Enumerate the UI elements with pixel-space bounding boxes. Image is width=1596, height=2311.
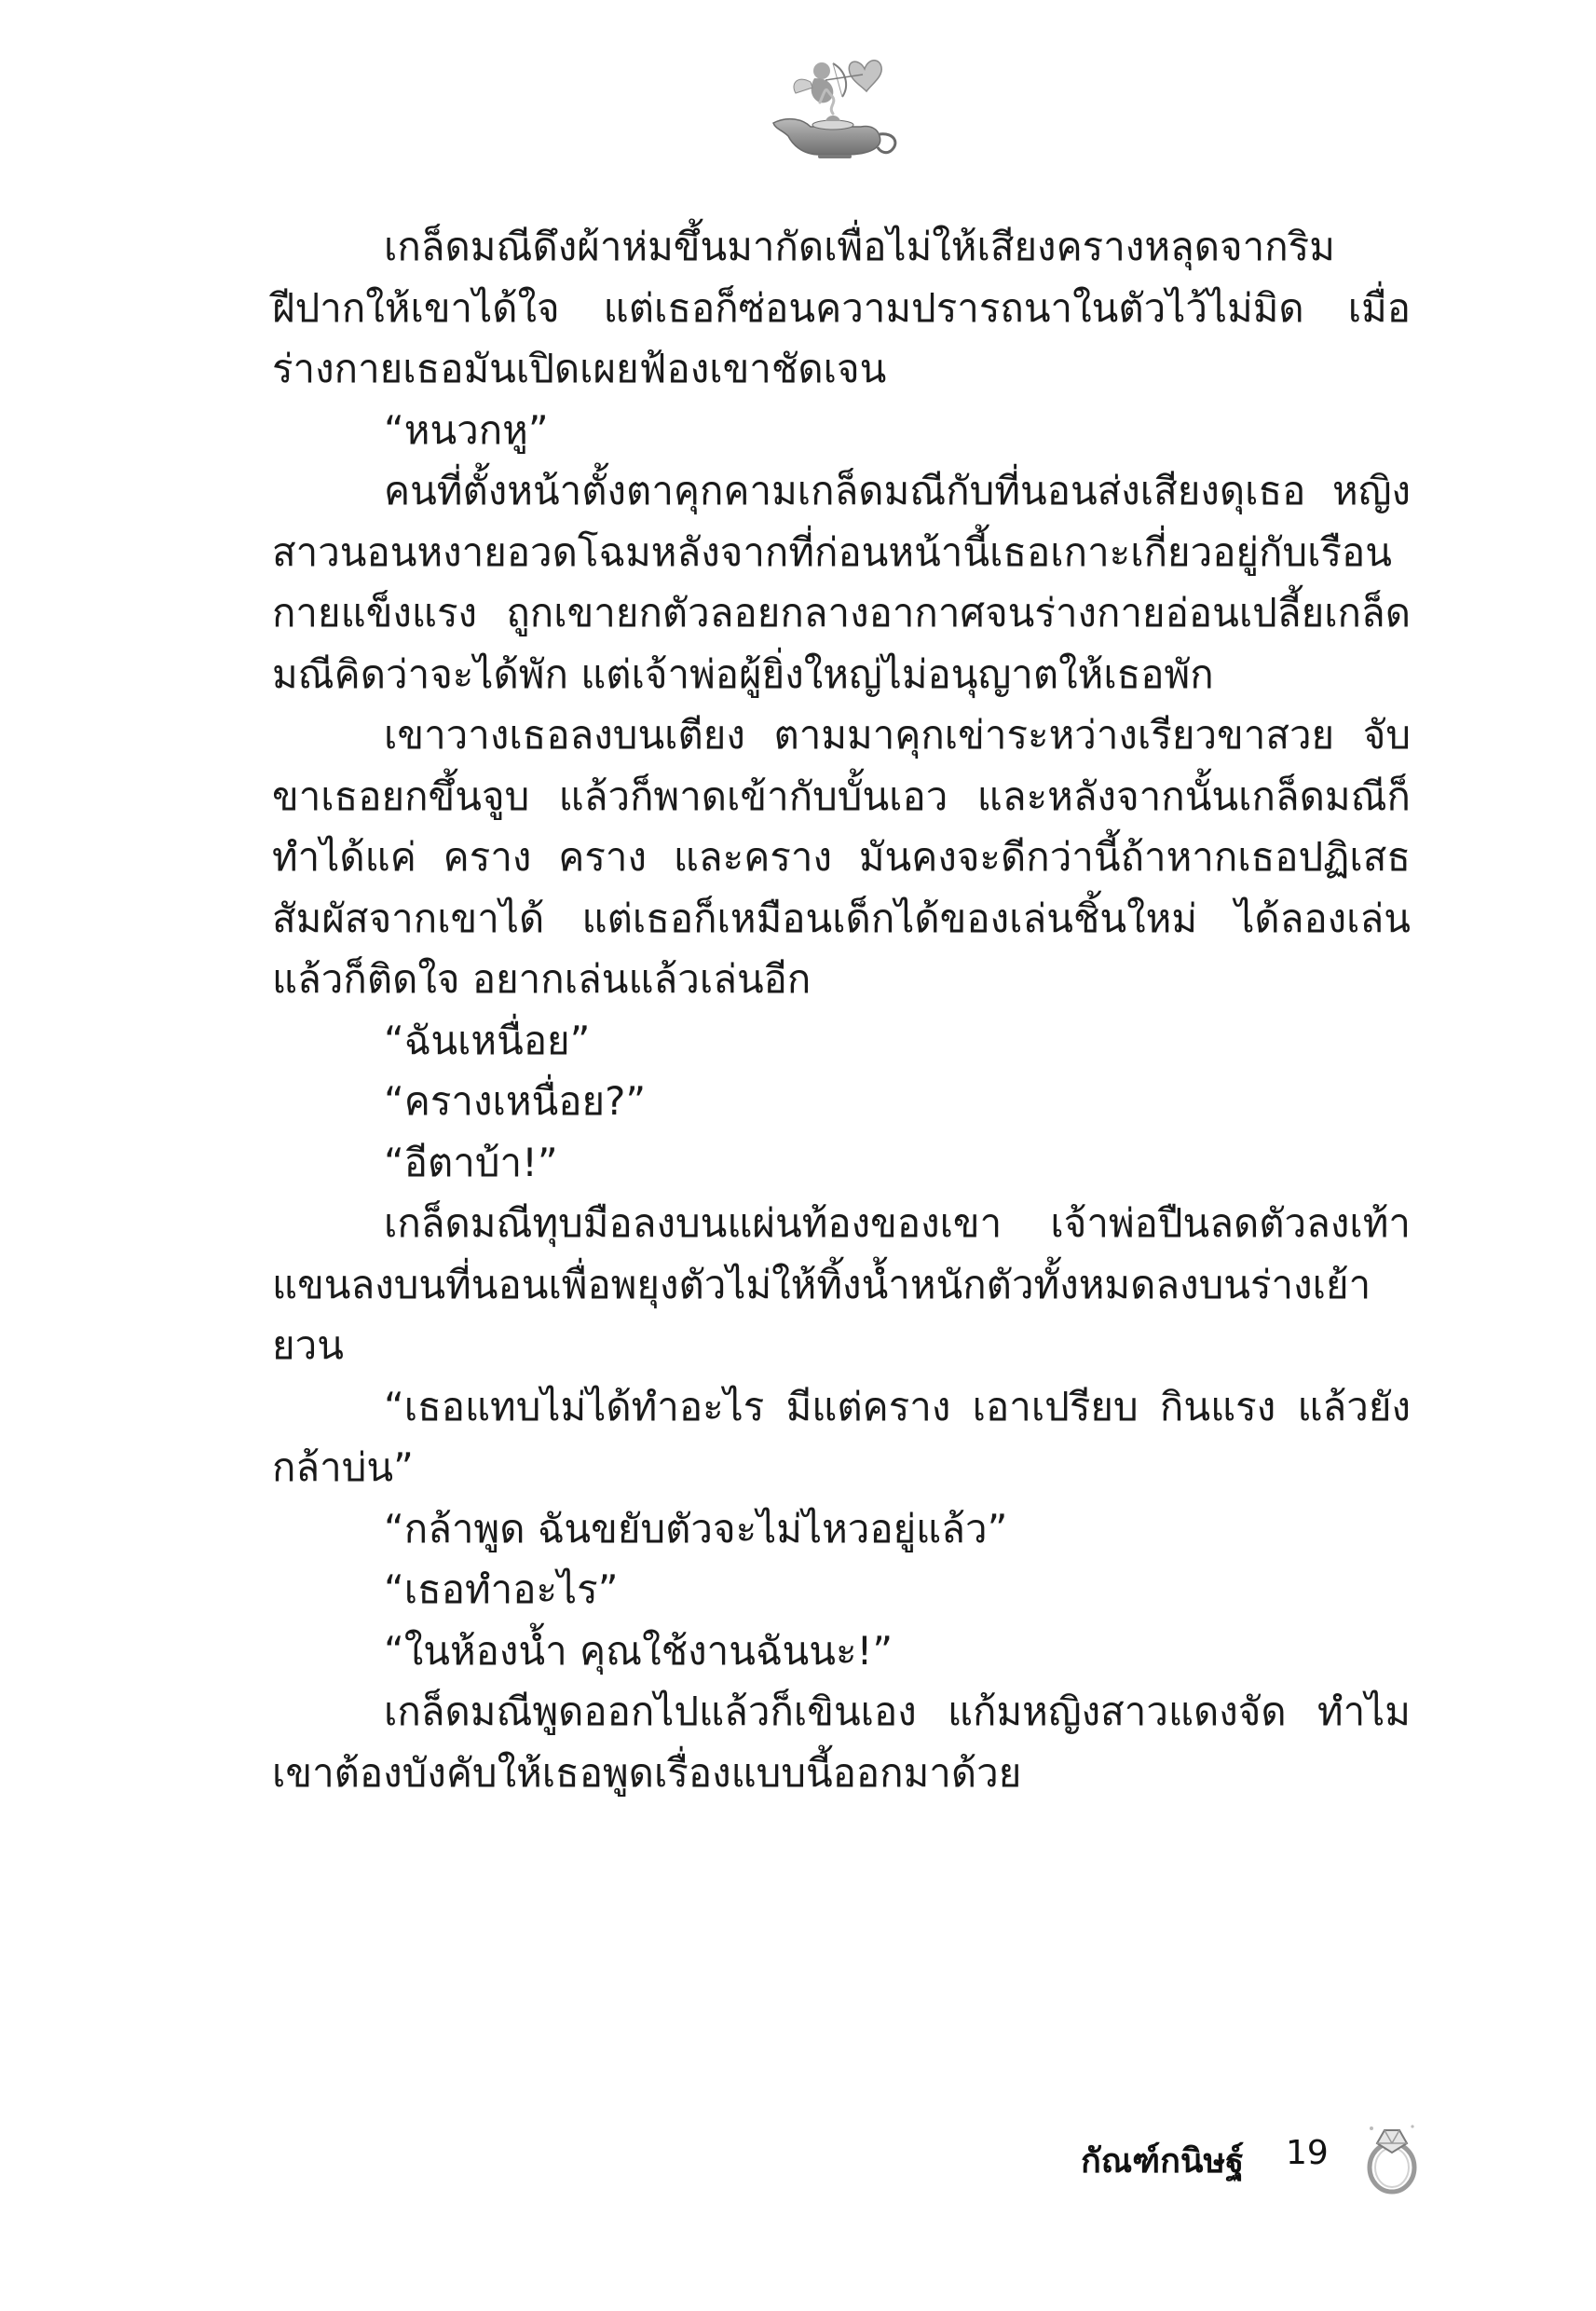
paragraph: “กล้าพูด ฉันขยับตัวจะไม่ไหวอยู่แล้ว” xyxy=(384,1505,1008,1552)
paragraph: เกล็ดมณีดึงผ้าห่มขึ้นมากัดเพื่อไม่ให้เสียงครางหลุดจากริมฝีปากให้เขาได้ใจ แต่เธอก็ซ่อนความปรารถนาในตัวไว้ไม่มิด เมื่อร่างกายเธอมันเปิดเผยฟ้องเขาชัดเจน xyxy=(272,224,1411,391)
page-footer xyxy=(0,2115,1596,2208)
diamond-ring-icon xyxy=(1358,2119,1424,2195)
page-number: 19 xyxy=(1286,2134,1329,2172)
paragraph: เกล็ดมณีพูดออกไปแล้วก็เขินเอง แก้มหญิงสาวแดงจัด ทำไมเขาต้องบังคับให้เธอพูดเรื่องแบบนี้ออกมาด้วย xyxy=(272,1689,1411,1796)
paragraph: “หนวกหู” xyxy=(384,406,549,453)
paragraph: เกล็ดมณีทุบมือลงบนแผ่นท้องของเขา เจ้าพ่อปืนลดตัวลงเท้าแขนลงบนที่นอนเพื่อพยุงตัวไม่ให้ทิ้งน้ำหนักตัวทั้งหมดลงบนร่างเย้ายวน xyxy=(272,1200,1411,1368)
paragraph: เขาวางเธอลงบนเตียง ตามมาคุกเข่าระหว่างเรียวขาสวย จับขาเธอยกขึ้นจูบ แล้วก็พาดเข้ากับบั้นเอว และหลังจากนั้นเกล็ดมณีก็ทำได้แค่ คราง คราง และคราง มันคงจะดีกว่านี้ถ้าหากเธอปฏิเสธสัมผัสจากเขาได้ แต่เธอก็เหมือนเด็กได้ของเล่นชิ้นใหม่ ได้ลองเล่นแล้วก็ติดใจ อยากเล่นแล้วเล่นอีก xyxy=(272,712,1411,1002)
paragraph: “อีตาบ้า!” xyxy=(384,1139,558,1185)
paragraph: คนที่ตั้งหน้าตั้งตาคุกคามเกล็ดมณีกับที่นอนส่งเสียงดุเธอ หญิงสาวนอนหงายอวดโฉมหลังจากที่ก่อนหน้านี้เธอเกาะเกี่ยวอยู่กับเรือนกายแข็งแรง ถูกเขายกตัวลอยกลางอากาศจนร่างกายอ่อนเปลี้ยเกล็ดมณีคิดว่าจะได้พัก แต่เจ้าพ่อผู้ยิ่งใหญ่ไม่อนุญาตให้เธอพัก xyxy=(272,468,1411,697)
paragraph: “ในห้องน้ำ คุณใช้งานฉันนะ!” xyxy=(384,1627,893,1674)
paragraph: “เธอทำอะไร” xyxy=(384,1566,619,1612)
genie-lamp-cupid-icon xyxy=(760,50,906,160)
paragraph: “เธอแทบไม่ได้ทำอะไร มีแต่คราง เอาเปรียบ กินแรง แล้วยังกล้าบ่น” xyxy=(272,1383,1411,1490)
paragraph: “ครางเหนื่อย?” xyxy=(384,1078,647,1124)
book-title: กัณฑ์กนิษฐ์ xyxy=(1081,2142,1245,2181)
paragraph: “ฉันเหนื่อย” xyxy=(384,1017,591,1063)
body-text xyxy=(272,216,1411,1803)
